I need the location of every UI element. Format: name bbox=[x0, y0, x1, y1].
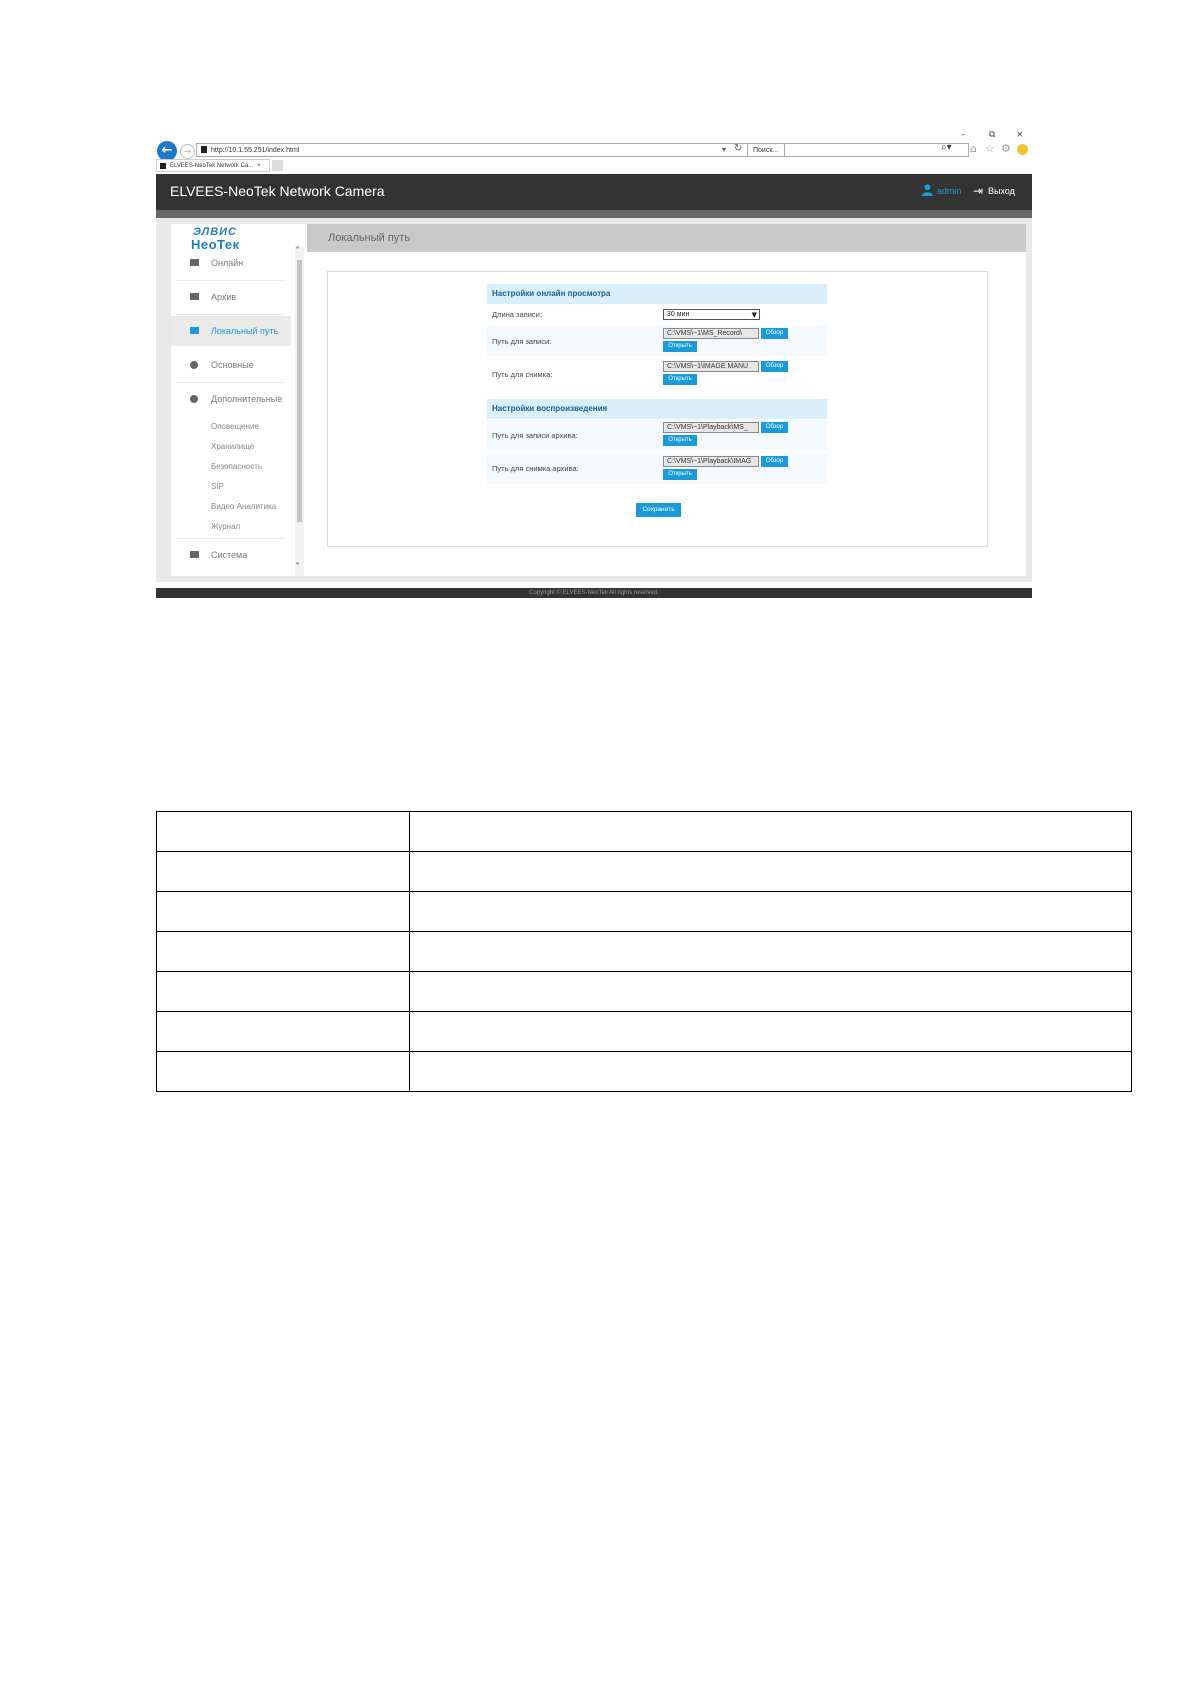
sidebar-item-label: Система bbox=[211, 550, 248, 560]
table-cell bbox=[410, 1012, 1132, 1052]
table-row bbox=[157, 1052, 1132, 1092]
snapshot-path-browse-button[interactable]: Обзор bbox=[761, 361, 788, 372]
table-cell bbox=[410, 1052, 1132, 1092]
sidebar-item-archive[interactable] bbox=[171, 282, 291, 312]
sidebar-subitem-log[interactable]: Журнал bbox=[211, 522, 241, 531]
forward-arrow-icon[interactable]: → bbox=[180, 144, 195, 159]
record-path-input[interactable]: C:\VMS\~1\MS_Record\ bbox=[663, 328, 759, 339]
monitor-icon bbox=[190, 551, 199, 558]
sidebar-item-advanced[interactable] bbox=[171, 384, 291, 414]
table-row bbox=[157, 852, 1132, 892]
header-divider bbox=[156, 210, 1032, 218]
table-cell bbox=[410, 972, 1132, 1012]
table-cell bbox=[410, 932, 1132, 972]
restore-button[interactable]: ⧉ bbox=[989, 130, 996, 140]
save-button[interactable]: Сохранить bbox=[636, 503, 681, 517]
tab-close-icon[interactable]: × bbox=[256, 163, 261, 169]
record-length-label: Длина записи: bbox=[492, 310, 542, 319]
video-camera-icon bbox=[190, 259, 199, 266]
feedback-smiley-icon[interactable] bbox=[1017, 144, 1028, 155]
table-row bbox=[157, 972, 1132, 1012]
archive-icon bbox=[190, 293, 199, 300]
archive-snapshot-input[interactable]: C:\VMS\~1\Playback\IMAG bbox=[663, 456, 759, 467]
gear-icon bbox=[190, 361, 198, 369]
table-cell bbox=[410, 812, 1132, 852]
table-row bbox=[157, 892, 1132, 932]
sidebar-subitem-security[interactable]: Безопасность bbox=[211, 462, 263, 471]
archive-snapshot-label: Путь для снимка архива: bbox=[492, 464, 579, 473]
browser-screenshot bbox=[156, 126, 1032, 598]
content-header bbox=[307, 224, 1026, 252]
logout-icon[interactable]: ⇥ bbox=[973, 184, 984, 198]
close-window-button[interactable]: × bbox=[1016, 130, 1024, 140]
archive-snapshot-browse-button[interactable]: Обзор bbox=[761, 456, 788, 467]
snapshot-path-open-button[interactable]: Открыть bbox=[663, 374, 697, 385]
sidebar-item-label: Локальный путь bbox=[211, 326, 279, 336]
archive-record-open-button[interactable]: Открыть bbox=[663, 435, 697, 446]
browser-search-input[interactable] bbox=[747, 143, 969, 157]
logout-link[interactable]: Выход bbox=[988, 186, 1015, 196]
page-title: Локальный путь bbox=[328, 232, 411, 244]
archive-record-label: Путь для записи архива: bbox=[492, 431, 578, 440]
table-cell bbox=[157, 892, 410, 932]
table-row bbox=[157, 812, 1132, 852]
sidebar-item-label: Дополнительные bbox=[211, 394, 283, 404]
refresh-icon[interactable]: ↻ bbox=[734, 143, 743, 154]
favorites-star-icon[interactable]: ☆ bbox=[985, 142, 995, 155]
tab-title: ELVEES-NeoTek Network Ca... bbox=[170, 163, 254, 169]
logo-neotek: НеоТек bbox=[191, 237, 240, 252]
user-icon bbox=[922, 184, 933, 196]
menu-divider bbox=[176, 280, 286, 281]
back-arrow-icon[interactable]: ← bbox=[157, 141, 177, 161]
record-path-label: Путь для записи: bbox=[492, 337, 552, 346]
browser-tab[interactable] bbox=[156, 159, 270, 172]
sidebar-item-basic[interactable] bbox=[171, 350, 291, 380]
address-dropdown-icon[interactable]: ▾ bbox=[722, 145, 727, 154]
document-table bbox=[156, 811, 1132, 1092]
new-tab-button[interactable] bbox=[272, 160, 283, 171]
table-cell bbox=[157, 972, 410, 1012]
app-brand-title: ELVEES-NeoTek Network Camera bbox=[170, 183, 385, 199]
app-footer: Copyright © ELVEES-NeoTek All rights reserved. bbox=[156, 588, 1032, 598]
user-name[interactable]: admin bbox=[937, 186, 962, 196]
settings-gear-icon[interactable]: ⚙ bbox=[1001, 142, 1011, 155]
gears-icon bbox=[190, 395, 198, 403]
minimize-button[interactable]: – bbox=[961, 130, 966, 140]
home-icon[interactable]: ⌂ bbox=[970, 142, 977, 155]
menu-divider bbox=[176, 382, 286, 383]
table-cell bbox=[410, 852, 1132, 892]
archive-record-input[interactable]: C:\VMS\~1\Playback\MS_ bbox=[663, 422, 759, 433]
snapshot-path-input[interactable]: C:\VMS\~1\IMAGE MANU bbox=[663, 361, 759, 372]
address-bar[interactable] bbox=[196, 143, 785, 157]
sidebar-subitem-video-analytics[interactable]: Видео Аналитика bbox=[211, 502, 277, 511]
archive-snapshot-open-button[interactable]: Открыть bbox=[663, 469, 697, 480]
section-playback-settings: Настройки воспроизведения bbox=[487, 399, 827, 419]
sidebar-item-online[interactable] bbox=[171, 248, 291, 278]
chevron-down-icon[interactable]: ˅ bbox=[295, 562, 300, 573]
archive-record-browse-button[interactable]: Обзор bbox=[761, 422, 788, 433]
sidebar-item-label: Архив bbox=[211, 292, 237, 302]
sidebar-scroll-thumb[interactable] bbox=[297, 260, 302, 522]
logo-elvis: ЭЛВИС bbox=[193, 226, 237, 238]
record-length-select[interactable] bbox=[663, 309, 760, 320]
table-cell bbox=[157, 932, 410, 972]
sidebar-subitem-sip[interactable]: SIP bbox=[211, 482, 224, 491]
table-cell bbox=[157, 812, 410, 852]
record-length-value: 30 мин bbox=[667, 311, 690, 318]
tab-favicon-icon bbox=[160, 163, 166, 169]
menu-divider bbox=[176, 314, 286, 315]
sidebar-item-label: Онлайн bbox=[211, 258, 244, 268]
table-cell bbox=[157, 1052, 410, 1092]
sidebar-item-label: Основные bbox=[211, 360, 254, 370]
address-url: http://10.1.55.251/index.html bbox=[211, 147, 300, 154]
snapshot-path-label: Путь для снимка: bbox=[492, 370, 553, 379]
sidebar-item-local-path[interactable] bbox=[171, 316, 291, 346]
sidebar-item-system[interactable] bbox=[171, 540, 291, 570]
sidebar-subitem-storage[interactable]: Хранилище bbox=[211, 442, 255, 451]
table-cell bbox=[410, 892, 1132, 932]
menu-divider bbox=[176, 538, 286, 539]
chevron-down-icon: ▼ bbox=[751, 311, 757, 319]
folder-icon bbox=[190, 327, 199, 334]
table-row bbox=[157, 1012, 1132, 1052]
chevron-up-icon[interactable]: ˄ bbox=[295, 246, 300, 257]
search-icon[interactable]: ⌕▾ bbox=[941, 142, 952, 153]
table-cell bbox=[157, 852, 410, 892]
sidebar-subitem-alerts[interactable]: Оповещение bbox=[211, 422, 259, 431]
record-path-open-button[interactable]: Открыть bbox=[663, 341, 697, 352]
table-cell bbox=[157, 1012, 410, 1052]
section-live-settings: Настройки онлайн просмотра bbox=[487, 284, 827, 304]
search-placeholder: Поиск... bbox=[753, 147, 779, 154]
page-icon bbox=[201, 146, 207, 153]
record-path-browse-button[interactable]: Обзор bbox=[761, 328, 788, 339]
table-row bbox=[157, 932, 1132, 972]
